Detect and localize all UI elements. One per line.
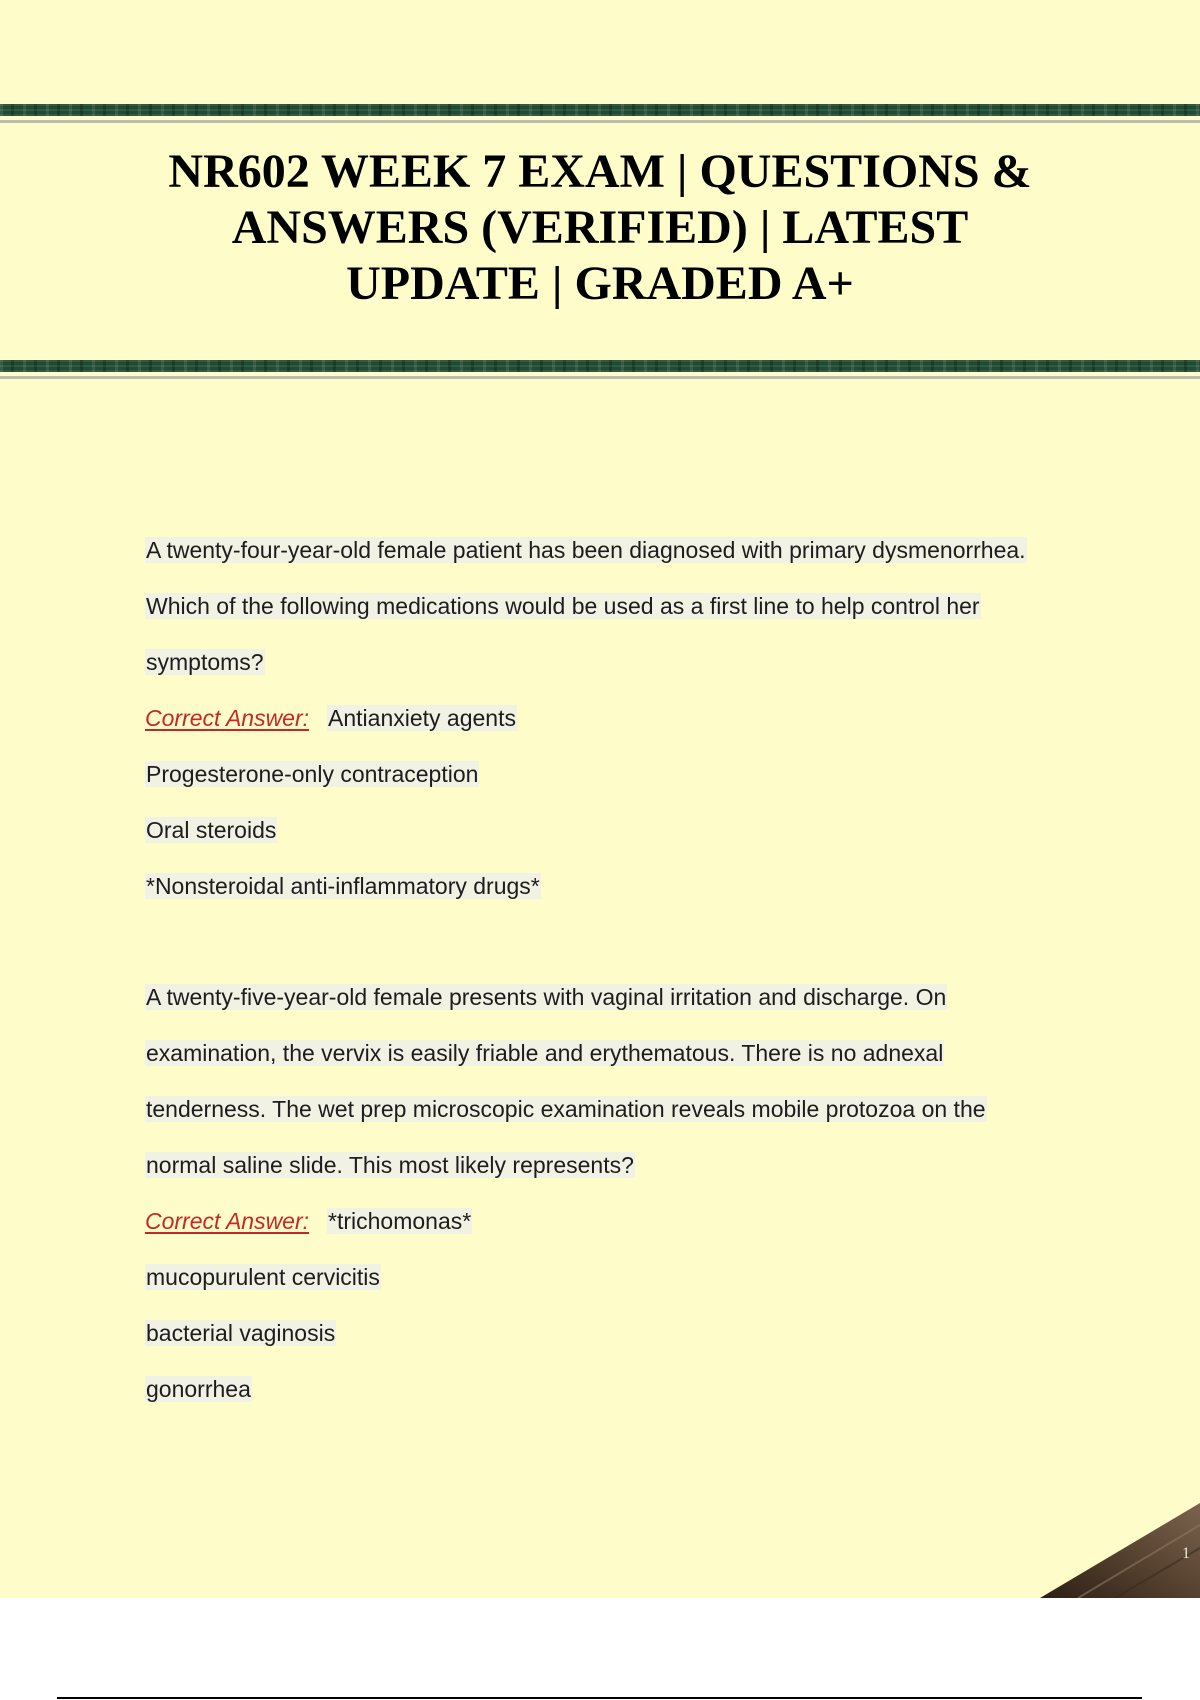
answer-option (145, 1313, 1105, 1369)
question-prompt-line (145, 1145, 1105, 1201)
option-text: Oral steroids (146, 817, 277, 843)
bottom-rule (57, 1697, 1142, 1699)
question-prompt-line (145, 642, 1105, 698)
header-top-band (0, 104, 1200, 116)
question-text: A twenty-five-year-old female presents with vaginal irritation and discharge. On (146, 984, 947, 1010)
page-corner-decoration (1040, 1503, 1200, 1598)
question-prompt-line (145, 1089, 1105, 1145)
question-text: Which of the following medications would be used as a first line to help control her (146, 593, 980, 619)
question-block-2 (145, 977, 1105, 1425)
question-text: tenderness. The wet prep microscopic examination reveals mobile protozoa on the (146, 1096, 986, 1122)
answer-option (145, 866, 1105, 922)
header-top-rule (0, 120, 1200, 123)
question-text: symptoms? (146, 649, 264, 675)
header-bottom-band (0, 360, 1200, 372)
answer-option (145, 754, 1105, 810)
question-prompt-line (145, 586, 1105, 642)
question-prompt-line (145, 530, 1105, 586)
answer-option (145, 1257, 1105, 1313)
question-prompt-line (145, 977, 1105, 1033)
title-line: UPDATE | GRADED A+ (346, 257, 854, 310)
question-block-1 (145, 530, 1105, 922)
correct-answer-label: Correct Answer: (145, 1208, 310, 1234)
title-line: NR602 WEEK 7 EXAM | QUESTIONS & (168, 145, 1032, 198)
header-bottom-rule (0, 376, 1200, 379)
question-text: examination, the vervix is easily friable and erythematous. There is no adnexal (146, 1040, 944, 1066)
answer-line (145, 698, 1105, 754)
correct-answer-value: Antianxiety agents (328, 705, 516, 731)
option-text: bacterial vaginosis (146, 1320, 336, 1346)
question-spacer (145, 922, 1105, 977)
answer-option (145, 810, 1105, 866)
page-number: 1 (1182, 1545, 1190, 1562)
questions-list (145, 530, 1105, 1425)
document-title (80, 144, 1120, 312)
title-line: ANSWERS (VERIFIED) | LATEST (231, 201, 969, 254)
question-prompt-line (145, 1033, 1105, 1089)
answer-line (145, 1201, 1105, 1257)
question-text: normal saline slide. This most likely represents? (146, 1152, 634, 1178)
question-text: A twenty-four-year-old female patient has been diagnosed with primary dysmenorrhea. (146, 537, 1026, 563)
option-text: Progesterone-only contraception (146, 761, 479, 787)
option-text: gonorrhea (146, 1376, 251, 1402)
correct-answer-label: Correct Answer: (145, 705, 310, 731)
correct-answer-value: *trichomonas* (328, 1208, 472, 1234)
answer-option (145, 1369, 1105, 1425)
option-text: *Nonsteroidal anti-inflammatory drugs* (146, 873, 540, 899)
option-text: mucopurulent cervicitis (146, 1264, 380, 1290)
